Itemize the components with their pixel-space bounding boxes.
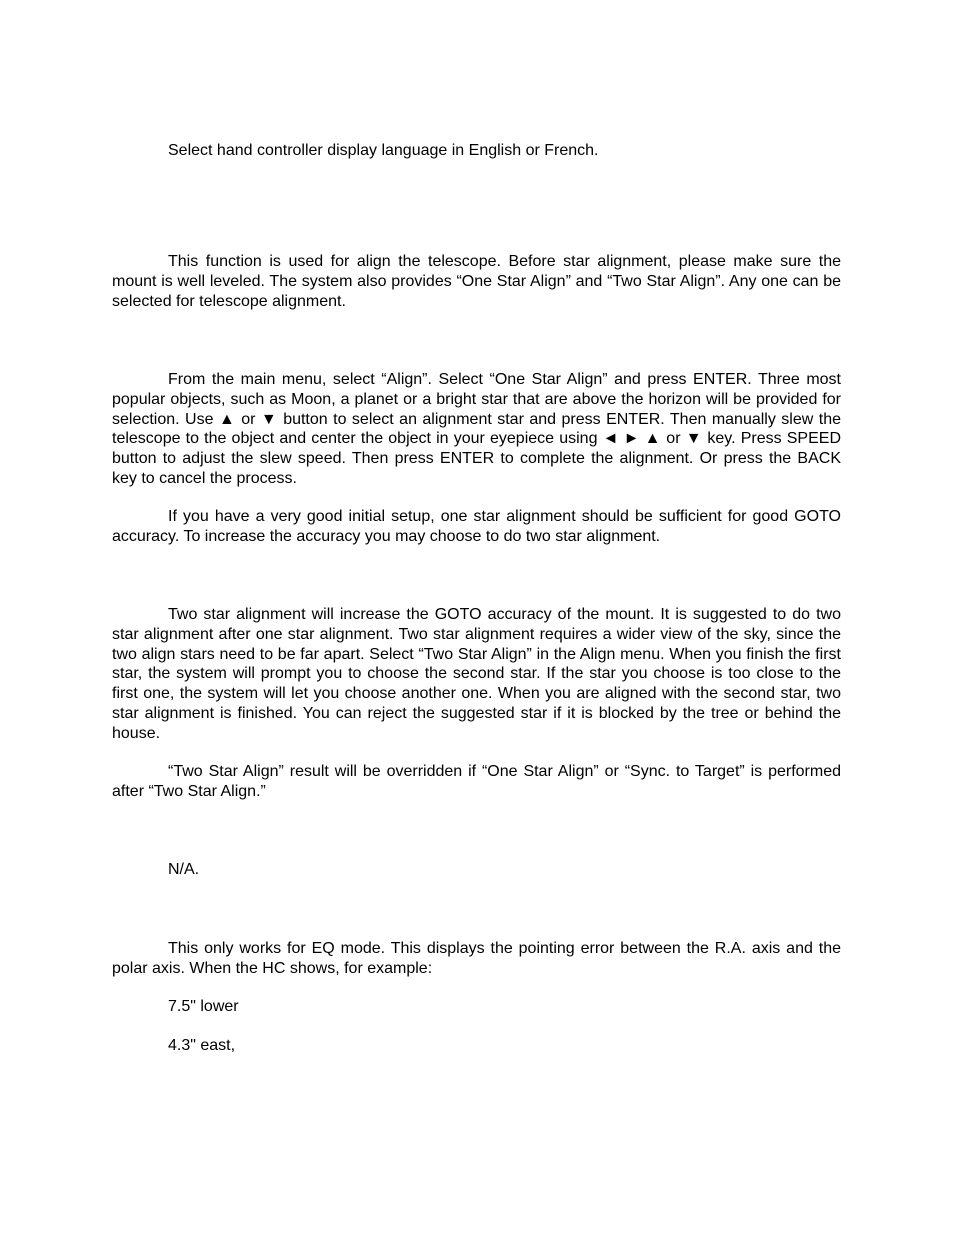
one-star-accuracy-paragraph: If you have a very good initial setup, one star alignment should be sufficient for good GOTO accuracy. To increase the accuracy you may choose to do two star alignment. <box>112 508 841 545</box>
polar-error-paragraph: This only works for EQ mode. This displays the pointing error between the R.A. axis and the polar axis. When the HC shows, for example: <box>112 940 841 977</box>
two-star-override-paragraph: “Two Star Align” result will be overridden if “One Star Align” or “Sync. to Target” is performed after “Two Star Align.” <box>112 763 841 800</box>
na-paragraph: N/A. <box>168 861 200 878</box>
language-paragraph: Select hand controller display language in English or French. <box>168 142 599 159</box>
one-star-align-paragraph: From the main menu, select “Align”. Select “One Star Align” and press ENTER. Three most popular objects, such as Moon, a planet or a bright star that are above the horizon will be provided for selection. Use ▲ or ▼ button to select an alignment star and press ENTER. Then manually slew the telescope to the object and center the object in your eyepiece using ◄ ► ▲ or ▼ key. Press SPEED button to adjust the slew speed. Then press ENTER to complete the alignment. Or press the BACK key to cancel the process. <box>112 371 841 487</box>
align-intro-paragraph: This function is used for align the telescope. Before star alignment, please make sure the mount is well leveled. The system also provides “One Star Align” and “Two Star Align”. Any one can be selected for telescope alignment. <box>112 253 841 310</box>
example-east-line: 4.3" east, <box>168 1037 236 1054</box>
two-star-align-paragraph: Two star alignment will increase the GOTO accuracy of the mount. It is suggested to do two star alignment after one star alignment. Two star alignment requires a wider view of the sky, since the two align stars need to be far apart. Select “Two Star Align” in the Align menu. When you finish the first star, the system will prompt you to choose the second star. If the star you choose is too close to the first one, the system will let you choose another one. When you are aligned with the second star, two star alignment is finished. You can reject the suggested star if it is blocked by the tree or behind the house. <box>112 606 841 742</box>
example-lower-line: 7.5" lower <box>168 998 239 1015</box>
